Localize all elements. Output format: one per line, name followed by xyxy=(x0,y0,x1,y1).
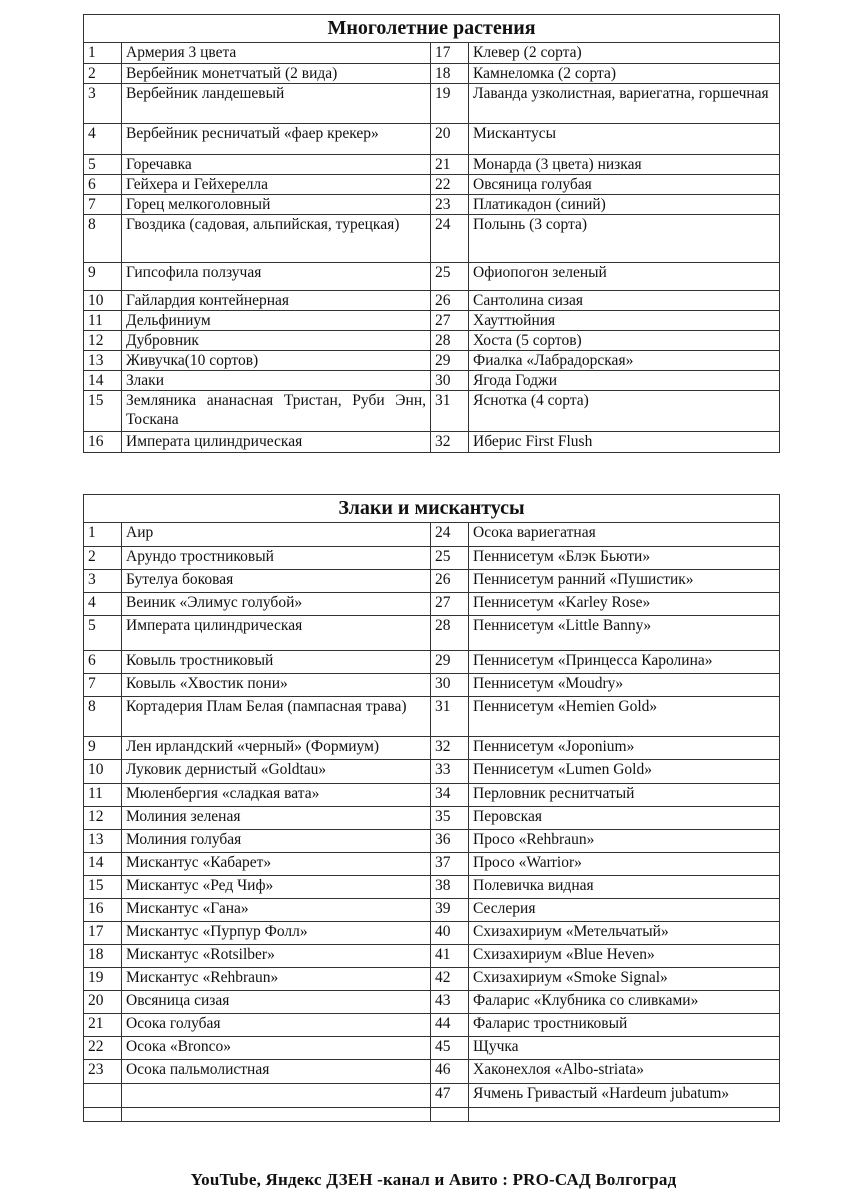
row-number-left: 1 xyxy=(84,523,122,547)
plant-name-right: Пеннисетум ранний «Пушистик» xyxy=(469,570,780,593)
plant-name-right: Схизахириум «Метельчатый» xyxy=(469,922,780,945)
row-number-right xyxy=(431,1108,469,1122)
row-number-left: 6 xyxy=(84,651,122,674)
table-row xyxy=(84,1060,780,1084)
table-row xyxy=(84,432,780,453)
table-row xyxy=(84,853,780,876)
row-number-right: 42 xyxy=(431,968,469,991)
plant-name-right: Перовская xyxy=(469,807,780,830)
row-number-left: 7 xyxy=(84,195,122,215)
row-number-right: 25 xyxy=(431,263,469,291)
plant-name-left: Императа цилиндрическая xyxy=(122,432,431,453)
perennials-table xyxy=(83,14,780,453)
plant-name-right: Пеннисетум «Moudry» xyxy=(469,674,780,697)
row-number-right: 46 xyxy=(431,1060,469,1084)
plant-name-left: Ковыль тростниковый xyxy=(122,651,431,674)
table-row xyxy=(84,311,780,331)
plant-name-left: Гипсофила ползучая xyxy=(122,263,431,291)
plant-name-right: Овсяница голубая xyxy=(469,175,780,195)
row-number-right: 41 xyxy=(431,945,469,968)
row-number-right: 38 xyxy=(431,876,469,899)
row-number-right: 21 xyxy=(431,155,469,175)
table-row xyxy=(84,830,780,853)
row-number-right: 17 xyxy=(431,43,469,64)
plant-name-left: Мискантус «Гана» xyxy=(122,899,431,922)
row-number-left: 6 xyxy=(84,175,122,195)
row-number-right: 30 xyxy=(431,371,469,391)
table-row xyxy=(84,547,780,570)
table-row xyxy=(84,991,780,1014)
row-number-right: 32 xyxy=(431,432,469,453)
plant-name-left: Молиния голубая xyxy=(122,830,431,853)
row-number-left: 22 xyxy=(84,1037,122,1060)
plant-name-left: Вербейник ландешевый xyxy=(122,84,431,124)
plant-name-right: Платикадон (синий) xyxy=(469,195,780,215)
plant-name-left: Луковик дернистый «Goldtau» xyxy=(122,760,431,784)
plant-name-left: Осока «Bronco» xyxy=(122,1037,431,1060)
plant-name-left: Горечавка xyxy=(122,155,431,175)
table-row xyxy=(84,616,780,651)
plant-name-right: Сантолина сизая xyxy=(469,291,780,311)
plant-name-right: Офиопогон зеленый xyxy=(469,263,780,291)
row-number-left: 20 xyxy=(84,991,122,1014)
plant-name-right: Щучка xyxy=(469,1037,780,1060)
row-number-left: 16 xyxy=(84,432,122,453)
row-number-left: 11 xyxy=(84,311,122,331)
table-row xyxy=(84,760,780,784)
table-row xyxy=(84,876,780,899)
row-number-right: 24 xyxy=(431,523,469,547)
plant-name-right: Перловник реснитчатый xyxy=(469,784,780,807)
table-row xyxy=(84,784,780,807)
plant-name-left: Овсяница сизая xyxy=(122,991,431,1014)
row-number-left: 16 xyxy=(84,899,122,922)
table-row xyxy=(84,737,780,760)
row-number-right: 23 xyxy=(431,195,469,215)
table-row xyxy=(84,651,780,674)
row-number-left: 2 xyxy=(84,547,122,570)
plant-name-left: Бутелуа боковая xyxy=(122,570,431,593)
plant-name-left: Императа цилиндрическая xyxy=(122,616,431,651)
plant-name-right: Пеннисетум «Блэк Бьюти» xyxy=(469,547,780,570)
plant-name-left: Гвоздика (садовая, альпийская, турецкая) xyxy=(122,215,431,263)
plant-name-right: Сеслерия xyxy=(469,899,780,922)
row-number-right: 40 xyxy=(431,922,469,945)
row-number-right: 18 xyxy=(431,64,469,84)
row-number-right: 35 xyxy=(431,807,469,830)
row-number-left: 3 xyxy=(84,84,122,124)
plant-name-right: Фаларис «Клубника со сливками» xyxy=(469,991,780,1014)
grasses-table xyxy=(83,494,780,1122)
table-row xyxy=(84,195,780,215)
table-row xyxy=(84,593,780,616)
plant-name-right: Мискантусы xyxy=(469,124,780,155)
row-number-left: 7 xyxy=(84,674,122,697)
table-row xyxy=(84,64,780,84)
row-number-right: 26 xyxy=(431,570,469,593)
plant-name-right: Клевер (2 сорта) xyxy=(469,43,780,64)
plant-name-right: Хоста (5 сортов) xyxy=(469,331,780,351)
table-row xyxy=(84,697,780,737)
plant-name-right: Пеннисетум «Karley Rose» xyxy=(469,593,780,616)
plant-name-left: Армерия 3 цвета xyxy=(122,43,431,64)
plant-name-right: Схизахириум «Smoke Signal» xyxy=(469,968,780,991)
row-number-left: 15 xyxy=(84,391,122,432)
plant-name-right: Ягода Годжи xyxy=(469,371,780,391)
plant-name-left: Мискантус «Кабарет» xyxy=(122,853,431,876)
plant-name-left: Горец мелкоголовный xyxy=(122,195,431,215)
row-number-left: 10 xyxy=(84,760,122,784)
row-number-left: 1 xyxy=(84,43,122,64)
table-row xyxy=(84,1014,780,1037)
row-number-left: 10 xyxy=(84,291,122,311)
plant-name-left: Осока пальмолистная xyxy=(122,1060,431,1084)
plant-name-right: Хаконехлоя «Albo-striata» xyxy=(469,1060,780,1084)
table-row xyxy=(84,155,780,175)
plant-name-left: Вербейник ресничатый «фаер крекер» xyxy=(122,124,431,155)
table-row xyxy=(84,523,780,547)
row-number-left: 17 xyxy=(84,922,122,945)
row-number-right: 20 xyxy=(431,124,469,155)
table-row xyxy=(84,1084,780,1108)
row-number-left: 23 xyxy=(84,1060,122,1084)
plant-name-right: Схизахириум «Blue Heven» xyxy=(469,945,780,968)
row-number-left: 13 xyxy=(84,830,122,853)
plant-name-right: Просо «Rehbraun» xyxy=(469,830,780,853)
row-number-right: 31 xyxy=(431,697,469,737)
row-number-left: 9 xyxy=(84,737,122,760)
plant-name-right: Осока вариегатная xyxy=(469,523,780,547)
row-number-left: 2 xyxy=(84,64,122,84)
table-row xyxy=(84,124,780,155)
table-row xyxy=(84,807,780,830)
plant-name-right: Фаларис тростниковый xyxy=(469,1014,780,1037)
plant-name-left xyxy=(122,1108,431,1122)
row-number-left: 14 xyxy=(84,371,122,391)
table-row xyxy=(84,263,780,291)
row-number-right: 44 xyxy=(431,1014,469,1037)
plant-name-left: Ковыль «Хвостик пони» xyxy=(122,674,431,697)
plant-name-right: Полынь (3 сорта) xyxy=(469,215,780,263)
table-row xyxy=(84,674,780,697)
plant-name-right: Хауттюйния xyxy=(469,311,780,331)
table-row xyxy=(84,331,780,351)
table-row xyxy=(84,351,780,371)
row-number-right: 22 xyxy=(431,175,469,195)
table-row xyxy=(84,570,780,593)
plant-name-left: Кортадерия Плам Белая (пампасная трава) xyxy=(122,697,431,737)
row-number-left: 8 xyxy=(84,215,122,263)
row-number-left: 11 xyxy=(84,784,122,807)
plant-name-right: Ячмень Гривастый «Hardeum jubatum» xyxy=(469,1084,780,1108)
row-number-right: 24 xyxy=(431,215,469,263)
table-row xyxy=(84,391,780,432)
plant-name-left: Земляника ананасная Тристан, Руби Энн, Тоскана xyxy=(122,391,431,432)
row-number-right: 28 xyxy=(431,616,469,651)
row-number-right: 19 xyxy=(431,84,469,124)
row-number-right: 37 xyxy=(431,853,469,876)
row-number-right: 32 xyxy=(431,737,469,760)
table-row xyxy=(84,968,780,991)
table-row xyxy=(84,84,780,124)
plant-name-left: Мискантус «Пурпур Фолл» xyxy=(122,922,431,945)
plant-name-right: Камнеломка (2 сорта) xyxy=(469,64,780,84)
row-number-left: 12 xyxy=(84,807,122,830)
plant-name-right: Монарда (3 цвета) низкая xyxy=(469,155,780,175)
plant-name-right: Пеннисетум «Hemien Gold» xyxy=(469,697,780,737)
table-row xyxy=(84,945,780,968)
table-row xyxy=(84,43,780,64)
plant-name-right: Пеннисетум «Принцесса Каролина» xyxy=(469,651,780,674)
row-number-left: 5 xyxy=(84,155,122,175)
row-number-left: 13 xyxy=(84,351,122,371)
row-number-right: 45 xyxy=(431,1037,469,1060)
plant-name-right: Фиалка «Лабрадорская» xyxy=(469,351,780,371)
perennials-title: Многолетние растения xyxy=(84,15,780,43)
table-row xyxy=(84,175,780,195)
row-number-right: 36 xyxy=(431,830,469,853)
plant-name-left: Мискантус «Rotsilber» xyxy=(122,945,431,968)
row-number-left: 15 xyxy=(84,876,122,899)
table-row xyxy=(84,922,780,945)
row-number-right: 28 xyxy=(431,331,469,351)
row-number-right: 31 xyxy=(431,391,469,432)
row-number-left: 19 xyxy=(84,968,122,991)
row-number-right: 29 xyxy=(431,351,469,371)
plant-name-left: Мискантус «Ред Чиф» xyxy=(122,876,431,899)
plant-name-left: Злаки xyxy=(122,371,431,391)
row-number-left: 4 xyxy=(84,593,122,616)
row-number-left: 18 xyxy=(84,945,122,968)
plant-name-left: Гейхера и Гейхерелла xyxy=(122,175,431,195)
row-number-right: 47 xyxy=(431,1084,469,1108)
row-number-right: 34 xyxy=(431,784,469,807)
row-number-left xyxy=(84,1108,122,1122)
plant-name-left xyxy=(122,1084,431,1108)
plant-name-right: Иберис First Flush xyxy=(469,432,780,453)
plant-name-left: Аир xyxy=(122,523,431,547)
plant-name-left: Мюленбергия «сладкая вата» xyxy=(122,784,431,807)
plant-name-left: Вербейник монетчатый (2 вида) xyxy=(122,64,431,84)
table-row xyxy=(84,291,780,311)
table-row xyxy=(84,215,780,263)
table-row xyxy=(84,371,780,391)
plant-name-right xyxy=(469,1108,780,1122)
plant-name-left: Мискантус «Rehbraun» xyxy=(122,968,431,991)
plant-name-left: Веиник «Элимус голубой» xyxy=(122,593,431,616)
plant-name-left: Арундо тростниковый xyxy=(122,547,431,570)
plant-name-left: Гайлардия контейнерная xyxy=(122,291,431,311)
table-row xyxy=(84,1037,780,1060)
plant-name-right: Лаванда узколистная, вариегатна, горшечная xyxy=(469,84,780,124)
row-number-right: 39 xyxy=(431,899,469,922)
plant-name-right: Полевичка видная xyxy=(469,876,780,899)
row-number-right: 33 xyxy=(431,760,469,784)
row-number-right: 43 xyxy=(431,991,469,1014)
row-number-right: 25 xyxy=(431,547,469,570)
plant-name-right: Пеннисетум «Little Banny» xyxy=(469,616,780,651)
plant-name-right: Пеннисетум «Lumen Gold» xyxy=(469,760,780,784)
table-row xyxy=(84,1108,780,1122)
row-number-right: 27 xyxy=(431,311,469,331)
plant-name-left: Дубровник xyxy=(122,331,431,351)
plant-name-right: Просо «Warrior» xyxy=(469,853,780,876)
plant-name-left: Живучка(10 сортов) xyxy=(122,351,431,371)
plant-name-left: Молиния зеленая xyxy=(122,807,431,830)
row-number-left: 21 xyxy=(84,1014,122,1037)
row-number-right: 26 xyxy=(431,291,469,311)
row-number-left: 12 xyxy=(84,331,122,351)
plant-name-right: Пеннисетум «Joponium» xyxy=(469,737,780,760)
grasses-title: Злаки и мискантусы xyxy=(84,495,780,523)
row-number-right: 30 xyxy=(431,674,469,697)
row-number-left xyxy=(84,1084,122,1108)
plant-name-left: Дельфиниум xyxy=(122,311,431,331)
plant-name-left: Осока голубая xyxy=(122,1014,431,1037)
row-number-left: 14 xyxy=(84,853,122,876)
row-number-right: 29 xyxy=(431,651,469,674)
row-number-right: 27 xyxy=(431,593,469,616)
row-number-left: 3 xyxy=(84,570,122,593)
row-number-left: 9 xyxy=(84,263,122,291)
row-number-left: 4 xyxy=(84,124,122,155)
plant-name-left: Лен ирландский «черный» (Формиум) xyxy=(122,737,431,760)
row-number-left: 5 xyxy=(84,616,122,651)
plant-name-right: Яснотка (4 сорта) xyxy=(469,391,780,432)
table-row xyxy=(84,899,780,922)
row-number-left: 8 xyxy=(84,697,122,737)
footer-caption: YouTube, Яндекс ДЗЕН -канал и Авито : PRO-САД Волгоград xyxy=(190,1170,677,1189)
